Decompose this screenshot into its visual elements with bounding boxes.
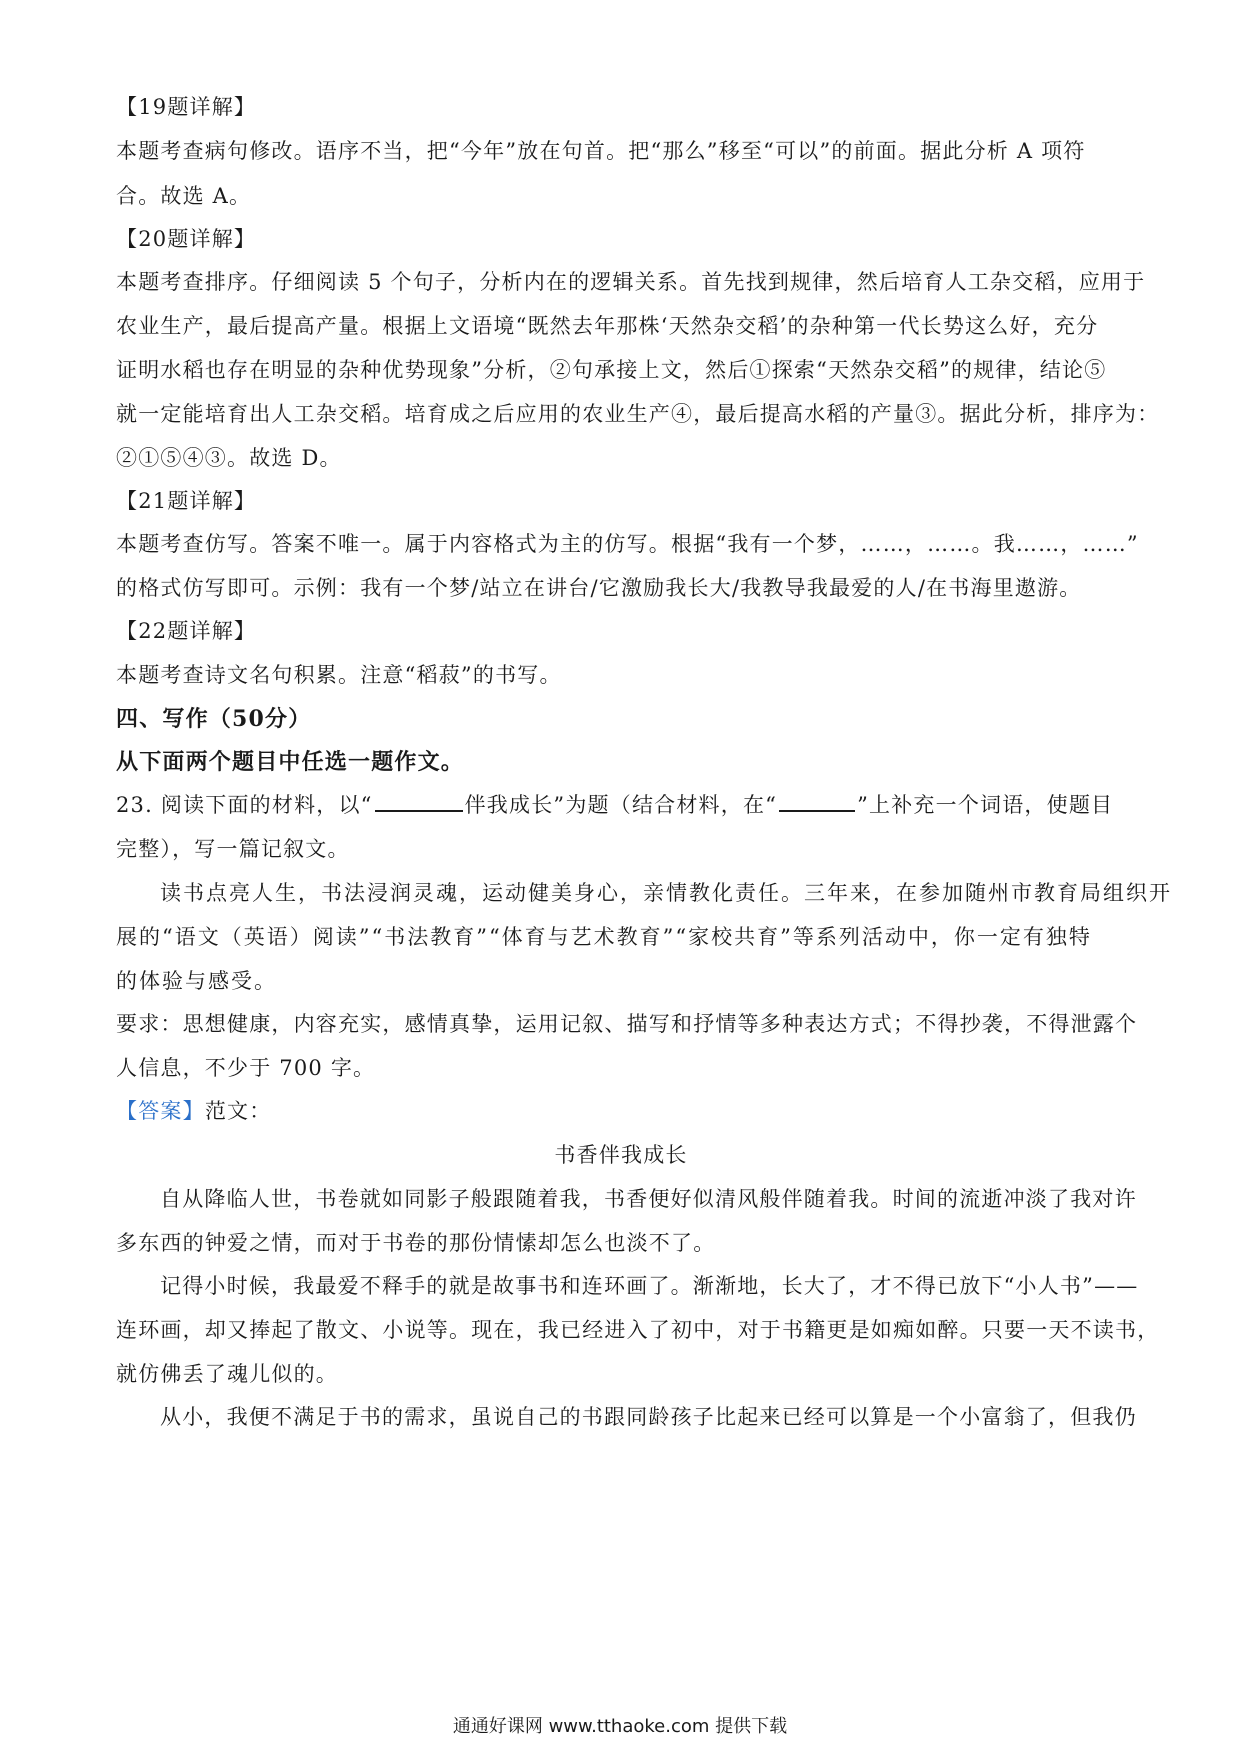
essay-line: 从小，我便不满足于书的需求，虽说自己的书跟同龄孩子比起来已经可以算是一个小富翁了，但我仍 bbox=[160, 1405, 1137, 1429]
answer-blank bbox=[779, 790, 855, 812]
q19-line: 合。故选 A。 bbox=[116, 184, 252, 208]
q22-heading: 【22题详解】 bbox=[116, 619, 257, 643]
section-instruction: 从下面两个题目中任选一题作文。 bbox=[116, 749, 465, 775]
q20-line: ②①⑤④③。故选 D。 bbox=[116, 446, 342, 470]
q23-prompt-part3: ”上补充一个词语，使题目 bbox=[857, 793, 1114, 817]
q19-heading: 【19题详解】 bbox=[116, 95, 257, 119]
q20-line: 本题考查排序。仔细阅读 5 个句子，分析内在的逻辑关系。首先找到规律，然后培育人工杂交稻，应用于 bbox=[116, 270, 1146, 294]
requirements-line: 要求：思想健康，内容充实，感情真挚，运用记叙、描写和抒情等多种表达方式；不得抄袭，不得泄露个 bbox=[116, 1012, 1138, 1036]
q23-prompt-part2: 伴我成长”为题（结合材料，在“ bbox=[464, 793, 778, 817]
page-footer: 通通好课网 www.tthaoke.com 提供下载 bbox=[452, 1716, 788, 1737]
q22-line: 本题考查诗文名句积累。注意“稻菽”的书写。 bbox=[116, 663, 562, 687]
essay-title: 书香伴我成长 bbox=[554, 1143, 688, 1167]
q23-prompt-line2: 完整），写一篇记叙文。 bbox=[116, 837, 350, 861]
requirements-line: 人信息，不少于 700 字。 bbox=[116, 1056, 376, 1080]
q23-prompt bbox=[116, 790, 1126, 820]
essay-line: 记得小时候，我最爱不释手的就是故事书和连环画了。渐渐地，长大了，才不得已放下“小人书”—— bbox=[160, 1274, 1139, 1298]
answer-blank bbox=[375, 790, 463, 812]
q23-prompt-part1: 23. 阅读下面的材料，以“ bbox=[116, 793, 373, 817]
material-line: 读书点亮人生，书法浸润灵魂，运动健美身心，亲情教化责任。三年来，在参加随州市教育局组织开 bbox=[160, 881, 1172, 905]
q21-line: 本题考查仿写。答案不唯一。属于内容格式为主的仿写。根据“我有一个梦，……，……。我……，……” bbox=[116, 532, 1139, 556]
material-line: 的体验与感受。 bbox=[116, 969, 277, 993]
material-line: 展的“语文（英语）阅读”“书法教育”“体育与艺术教育”“家校共育”等系列活动中，你一定有独特 bbox=[116, 925, 1092, 949]
essay-line: 就仿佛丢了魂儿似的。 bbox=[116, 1362, 338, 1386]
essay-line: 连环画，却又捧起了散文、小说等。现在，我已经进入了初中，对于书籍更是如痴如醉。只要一天不读书， bbox=[116, 1318, 1160, 1342]
answer-tag: 【答案】 bbox=[116, 1099, 205, 1123]
answer-label-text: 范文： bbox=[204, 1099, 272, 1123]
essay-line: 自从降临人世，书卷就如同影子般跟随着我，书香便好似清风般伴随着我。时间的流逝冲淡了我对许 bbox=[160, 1187, 1137, 1211]
section-title: 四、写作（50分） bbox=[116, 706, 312, 732]
q21-line: 的格式仿写即可。示例：我有一个梦/站立在讲台/它激励我长大/我教导我最爱的人/在书海里遨游。 bbox=[116, 576, 1082, 600]
q20-line: 就一定能培育出人工杂交稻。培育成之后应用的农业生产④，最后提高水稻的产量③。据此分析，排序为： bbox=[116, 402, 1160, 426]
q19-line: 本题考查病句修改。语序不当，把“今年”放在句首。把“那么”移至“可以”的前面。据此分析 A 项符 bbox=[116, 139, 1086, 163]
essay-line: 多东西的钟爱之情，而对于书卷的那份情愫却怎么也淡不了。 bbox=[116, 1231, 716, 1255]
answer-label bbox=[116, 1096, 1126, 1126]
q20-heading: 【20题详解】 bbox=[116, 227, 257, 251]
q21-heading: 【21题详解】 bbox=[116, 489, 257, 513]
q20-line: 证明水稻也存在明显的杂种优势现象”分析，②句承接上文，然后①探索“天然杂交稻”的规律，结论⑤ bbox=[116, 358, 1107, 382]
q20-line: 农业生产，最后提高产量。根据上文语境“既然去年那株‘天然杂交稻’的杂种第一代长势这么好，充分 bbox=[116, 314, 1099, 338]
